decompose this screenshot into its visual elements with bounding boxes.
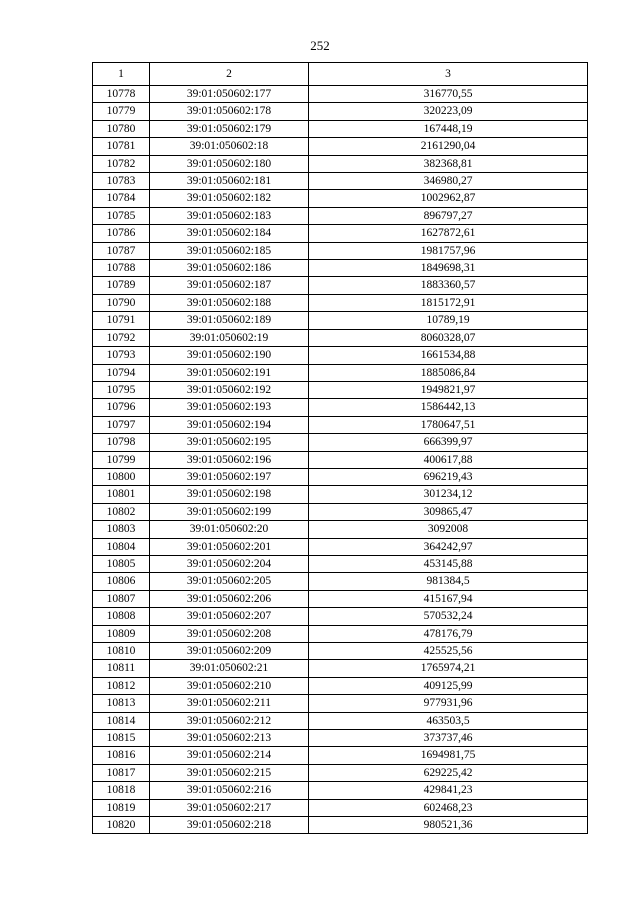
table-row (93, 817, 588, 834)
row-number: 10792 (93, 329, 150, 346)
cadastral-number: 39:01:050602:194 (150, 416, 309, 433)
table-header-row (93, 63, 588, 86)
cadastral-value: 2161290,04 (309, 138, 588, 155)
table-row (93, 712, 588, 729)
row-number: 10811 (93, 660, 150, 677)
cadastral-number: 39:01:050602:197 (150, 468, 309, 485)
cadastral-number: 39:01:050602:21 (150, 660, 309, 677)
cadastral-number: 39:01:050602:19 (150, 329, 309, 346)
table-row (93, 399, 588, 416)
cadastral-value: 373737,46 (309, 730, 588, 747)
row-number: 10794 (93, 364, 150, 381)
cadastral-number: 39:01:050602:214 (150, 747, 309, 764)
row-number: 10805 (93, 555, 150, 572)
table-row (93, 312, 588, 329)
row-number: 10810 (93, 643, 150, 660)
cadastral-value: 364242,97 (309, 538, 588, 555)
cadastral-number: 39:01:050602:217 (150, 799, 309, 816)
table-row (93, 294, 588, 311)
row-number: 10803 (93, 521, 150, 538)
cadastral-value: 1627872,61 (309, 225, 588, 242)
table-row (93, 242, 588, 259)
table-row (93, 468, 588, 485)
table-row (93, 608, 588, 625)
table-row (93, 625, 588, 642)
cadastral-number: 39:01:050602:177 (150, 86, 309, 103)
row-number: 10812 (93, 677, 150, 694)
row-number: 10780 (93, 120, 150, 137)
table-row (93, 434, 588, 451)
row-number: 10795 (93, 381, 150, 398)
row-number: 10802 (93, 503, 150, 520)
row-number: 10785 (93, 207, 150, 224)
row-number: 10806 (93, 573, 150, 590)
row-number: 10801 (93, 486, 150, 503)
cadastral-value: 320223,09 (309, 103, 588, 120)
table-body (93, 86, 588, 834)
row-number: 10816 (93, 747, 150, 764)
cadastral-value: 1765974,21 (309, 660, 588, 677)
cadastral-value: 602468,23 (309, 799, 588, 816)
cadastral-number: 39:01:050602:184 (150, 225, 309, 242)
row-number: 10783 (93, 173, 150, 190)
table-row (93, 643, 588, 660)
table-row (93, 747, 588, 764)
table-row (93, 521, 588, 538)
row-number: 10818 (93, 782, 150, 799)
cadastral-value: 977931,96 (309, 695, 588, 712)
row-number: 10820 (93, 817, 150, 834)
cadastral-number: 39:01:050602:207 (150, 608, 309, 625)
cadastral-value: 1815172,91 (309, 294, 588, 311)
table-row (93, 364, 588, 381)
cadastral-value: 1849698,31 (309, 260, 588, 277)
column-header-3: 3 (309, 63, 588, 86)
table-row (93, 416, 588, 433)
row-number: 10782 (93, 155, 150, 172)
cadastral-value: 981384,5 (309, 573, 588, 590)
cadastral-number: 39:01:050602:187 (150, 277, 309, 294)
cadastral-value: 425525,56 (309, 643, 588, 660)
cadastral-number: 39:01:050602:195 (150, 434, 309, 451)
cadastral-value: 1981757,96 (309, 242, 588, 259)
cadastral-number: 39:01:050602:191 (150, 364, 309, 381)
table-row (93, 764, 588, 781)
cadastral-number: 39:01:050602:182 (150, 190, 309, 207)
cadastral-number: 39:01:050602:185 (150, 242, 309, 259)
cadastral-number: 39:01:050602:216 (150, 782, 309, 799)
row-number: 10807 (93, 590, 150, 607)
table-row (93, 138, 588, 155)
row-number: 10798 (93, 434, 150, 451)
cadastral-value: 1002962,87 (309, 190, 588, 207)
cadastral-number: 39:01:050602:201 (150, 538, 309, 555)
cadastral-number: 39:01:050602:193 (150, 399, 309, 416)
table-row (93, 677, 588, 694)
cadastral-number: 39:01:050602:186 (150, 260, 309, 277)
table-row (93, 207, 588, 224)
cadastral-value: 980521,36 (309, 817, 588, 834)
cadastral-number: 39:01:050602:181 (150, 173, 309, 190)
cadastral-value: 896797,27 (309, 207, 588, 224)
cadastral-value: 1694981,75 (309, 747, 588, 764)
cadastral-value: 316770,55 (309, 86, 588, 103)
cadastral-value: 400617,88 (309, 451, 588, 468)
row-number: 10786 (93, 225, 150, 242)
table-row (93, 173, 588, 190)
row-number: 10791 (93, 312, 150, 329)
cadastral-value: 666399,97 (309, 434, 588, 451)
cadastral-number: 39:01:050602:188 (150, 294, 309, 311)
cadastral-value: 1883360,57 (309, 277, 588, 294)
row-number: 10809 (93, 625, 150, 642)
row-number: 10819 (93, 799, 150, 816)
table-row (93, 260, 588, 277)
cadastral-number: 39:01:050602:20 (150, 521, 309, 538)
cadastral-number: 39:01:050602:179 (150, 120, 309, 137)
row-number: 10800 (93, 468, 150, 485)
table-row (93, 538, 588, 555)
cadastral-number: 39:01:050602:180 (150, 155, 309, 172)
table-row (93, 329, 588, 346)
row-number: 10779 (93, 103, 150, 120)
cadastral-number: 39:01:050602:198 (150, 486, 309, 503)
column-header-1: 1 (93, 63, 150, 86)
table-row (93, 451, 588, 468)
table-row (93, 590, 588, 607)
row-number: 10817 (93, 764, 150, 781)
cadastral-value: 382368,81 (309, 155, 588, 172)
cadastral-value: 629225,42 (309, 764, 588, 781)
row-number: 10804 (93, 538, 150, 555)
row-number: 10813 (93, 695, 150, 712)
table-row (93, 799, 588, 816)
cadastral-value: 8060328,07 (309, 329, 588, 346)
table-row (93, 782, 588, 799)
cadastral-number: 39:01:050602:212 (150, 712, 309, 729)
table-row (93, 190, 588, 207)
table-row (93, 381, 588, 398)
row-number: 10787 (93, 242, 150, 259)
cadastral-value: 1586442,13 (309, 399, 588, 416)
row-number: 10815 (93, 730, 150, 747)
row-number: 10778 (93, 86, 150, 103)
cadastral-number: 39:01:050602:205 (150, 573, 309, 590)
cadastral-number: 39:01:050602:190 (150, 347, 309, 364)
cadastral-number: 39:01:050602:215 (150, 764, 309, 781)
cadastral-number: 39:01:050602:204 (150, 555, 309, 572)
row-number: 10781 (93, 138, 150, 155)
table-row (93, 120, 588, 137)
table-row (93, 103, 588, 120)
row-number: 10790 (93, 294, 150, 311)
row-number: 10814 (93, 712, 150, 729)
cadastral-value: 463503,5 (309, 712, 588, 729)
cadastral-number: 39:01:050602:178 (150, 103, 309, 120)
table-row (93, 86, 588, 103)
table-row (93, 695, 588, 712)
cadastral-value: 301234,12 (309, 486, 588, 503)
table-row (93, 277, 588, 294)
cadastral-number: 39:01:050602:209 (150, 643, 309, 660)
table-row (93, 347, 588, 364)
cadastral-number: 39:01:050602:192 (150, 381, 309, 398)
column-header-2: 2 (150, 63, 309, 86)
row-number: 10788 (93, 260, 150, 277)
cadastral-number: 39:01:050602:18 (150, 138, 309, 155)
page-number: 252 (310, 38, 330, 53)
cadastral-value: 167448,19 (309, 120, 588, 137)
cadastral-number: 39:01:050602:208 (150, 625, 309, 642)
cadastral-number: 39:01:050602:206 (150, 590, 309, 607)
cadastral-value-table (92, 62, 588, 834)
cadastral-number: 39:01:050602:210 (150, 677, 309, 694)
cadastral-value: 453145,88 (309, 555, 588, 572)
cadastral-number: 39:01:050602:218 (150, 817, 309, 834)
cadastral-number: 39:01:050602:196 (150, 451, 309, 468)
row-number: 10796 (93, 399, 150, 416)
cadastral-value: 1780647,51 (309, 416, 588, 433)
table-row (93, 730, 588, 747)
cadastral-value: 409125,99 (309, 677, 588, 694)
cadastral-value: 415167,94 (309, 590, 588, 607)
table-row (93, 503, 588, 520)
table-row (93, 573, 588, 590)
cadastral-value: 696219,43 (309, 468, 588, 485)
row-number: 10797 (93, 416, 150, 433)
row-number: 10799 (93, 451, 150, 468)
table-row (93, 225, 588, 242)
cadastral-value: 478176,79 (309, 625, 588, 642)
cadastral-number: 39:01:050602:199 (150, 503, 309, 520)
cadastral-value: 429841,23 (309, 782, 588, 799)
cadastral-value: 10789,19 (309, 312, 588, 329)
cadastral-value: 1885086,84 (309, 364, 588, 381)
cadastral-value: 3092008 (309, 521, 588, 538)
cadastral-number: 39:01:050602:189 (150, 312, 309, 329)
cadastral-value: 309865,47 (309, 503, 588, 520)
cadastral-number: 39:01:050602:183 (150, 207, 309, 224)
cadastral-number: 39:01:050602:211 (150, 695, 309, 712)
row-number: 10784 (93, 190, 150, 207)
table-row (93, 486, 588, 503)
row-number: 10808 (93, 608, 150, 625)
cadastral-number: 39:01:050602:213 (150, 730, 309, 747)
table-row (93, 660, 588, 677)
cadastral-value: 570532,24 (309, 608, 588, 625)
cadastral-value: 1949821,97 (309, 381, 588, 398)
table-row (93, 555, 588, 572)
cadastral-value: 1661534,88 (309, 347, 588, 364)
table-row (93, 155, 588, 172)
row-number: 10789 (93, 277, 150, 294)
row-number: 10793 (93, 347, 150, 364)
cadastral-value: 346980,27 (309, 173, 588, 190)
